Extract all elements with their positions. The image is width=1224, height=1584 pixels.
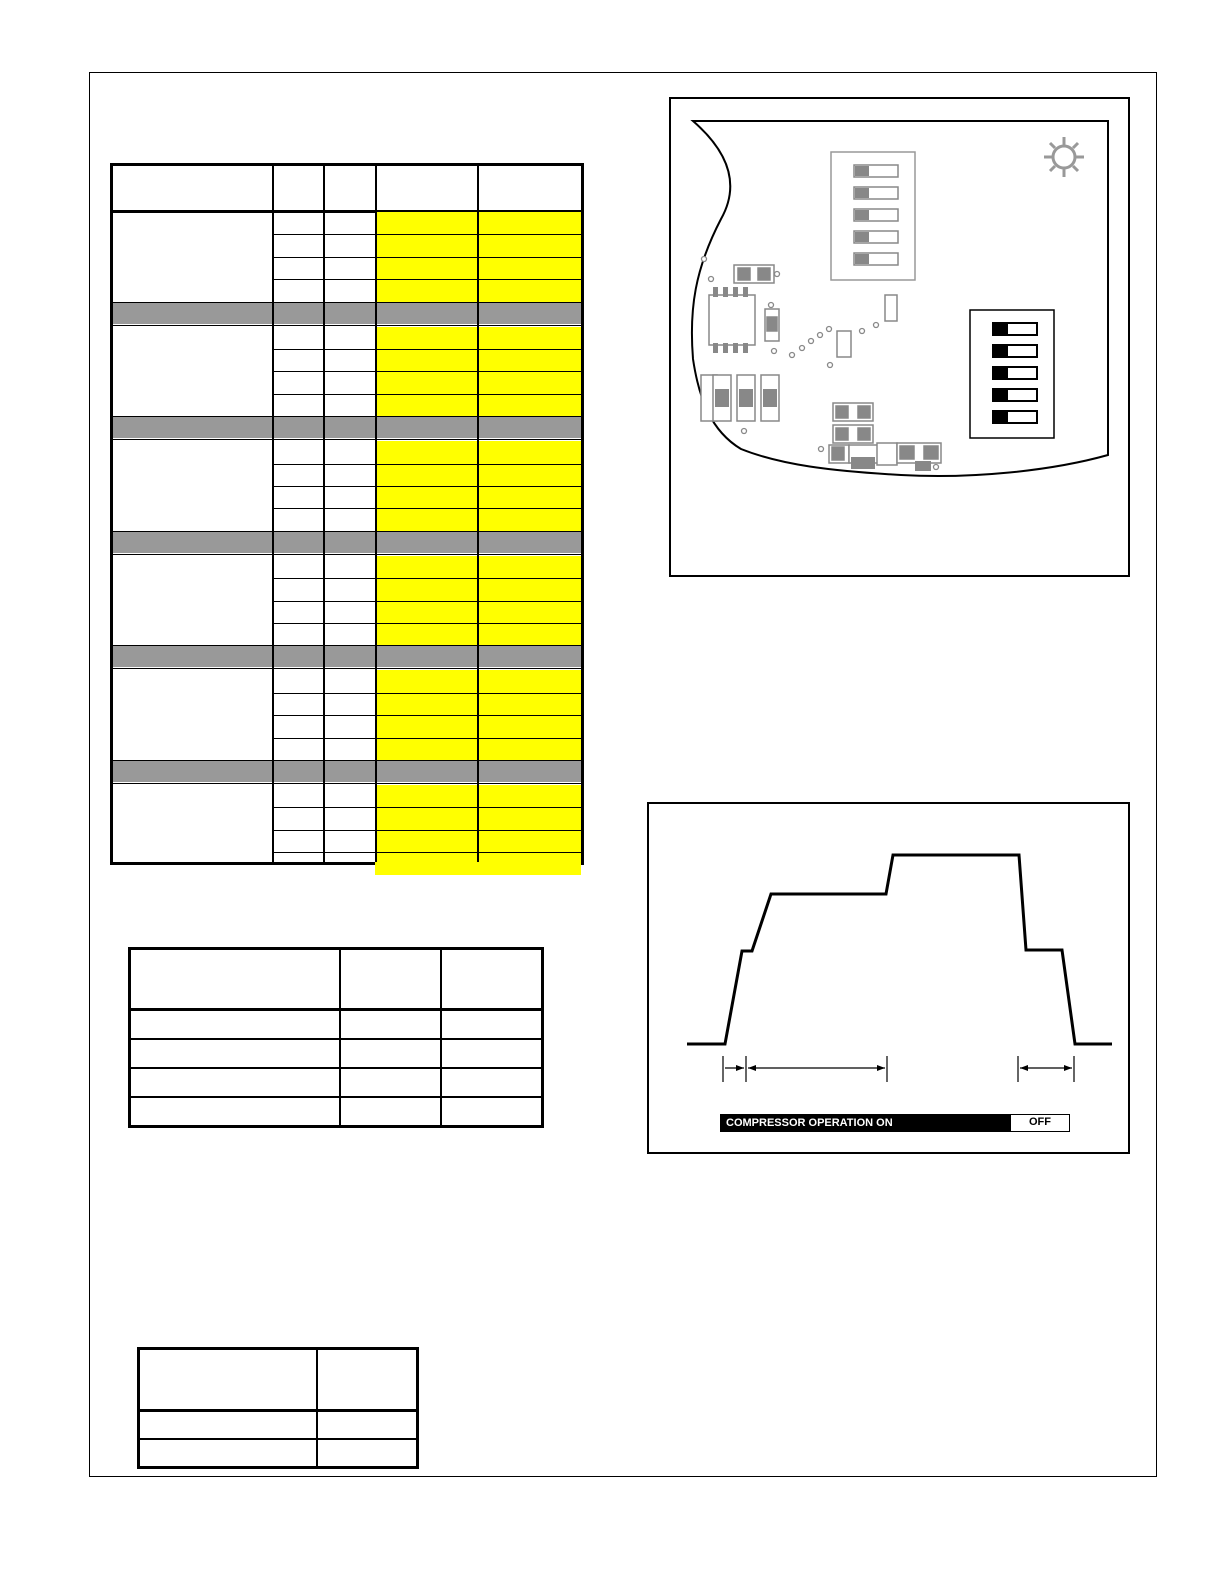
divider-row (113, 532, 581, 553)
table-row-rule (272, 578, 581, 579)
dip-switch-icon (831, 152, 915, 280)
table-row-rule (131, 1038, 541, 1040)
table-row-rule (272, 601, 581, 602)
table-row-rule (272, 715, 581, 716)
table-row-rule (140, 1438, 416, 1440)
table-column-divider (477, 166, 479, 862)
compressor-off-bar: OFF (1010, 1114, 1070, 1132)
table-row-rule (272, 693, 581, 694)
table-row-rule (272, 371, 581, 372)
dip-switch-icon (970, 310, 1054, 438)
divider-row (113, 417, 581, 438)
data-table-2 (128, 947, 544, 1128)
table-row-rule (113, 668, 581, 669)
compressor-operation-diagram (647, 802, 1130, 1154)
table-row-rule (272, 738, 581, 739)
table-row-rule (113, 783, 581, 784)
divider-row (113, 303, 581, 324)
divider-row (113, 646, 581, 667)
table-row-rule (272, 623, 581, 624)
table-row-rule (113, 439, 581, 440)
table-row-rule (272, 464, 581, 465)
table-header-rule (140, 1409, 416, 1412)
table-row-rule (272, 486, 581, 487)
table-row-rule (272, 807, 581, 808)
table-row-rule (272, 852, 581, 853)
table-row-rule (272, 830, 581, 831)
configuration-table (110, 163, 584, 865)
table-row-rule (272, 234, 581, 235)
table-row-rule (272, 257, 581, 258)
circuit-board-illustration (671, 99, 1132, 579)
table-row-rule (272, 508, 581, 509)
table-row-rule (113, 325, 581, 326)
dimension-ticks (723, 1056, 1074, 1082)
table-divider (316, 1350, 318, 1466)
divider-row (113, 761, 581, 782)
data-table-3 (137, 1347, 419, 1469)
table-column-divider (375, 166, 377, 862)
compressor-on-bar: COMPRESSOR OPERATION ON (720, 1114, 1010, 1132)
table-header-rule (131, 1008, 541, 1011)
table-row-rule (272, 279, 581, 280)
table-row-rule (131, 1067, 541, 1069)
table-row-rule (272, 394, 581, 395)
table-column-divider (272, 166, 274, 862)
table-row-rule (113, 554, 581, 555)
circuit-board-panel (669, 97, 1130, 577)
table-row-rule (131, 1096, 541, 1098)
table-row-rule (272, 349, 581, 350)
waveform-line (687, 855, 1112, 1044)
table-column-divider (323, 166, 325, 862)
operation-waveform (649, 804, 1132, 1156)
